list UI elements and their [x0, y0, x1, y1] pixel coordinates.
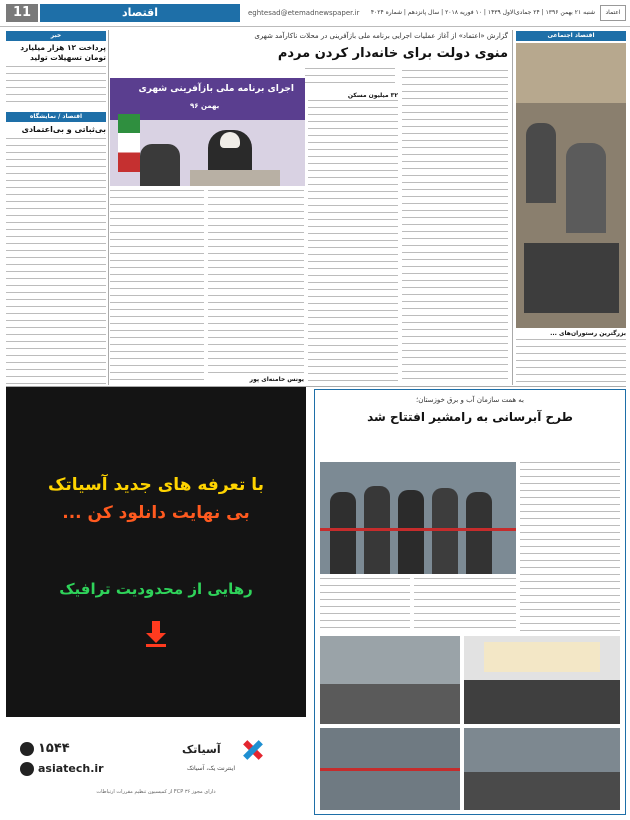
ad-phone: ۱۵۴۴: [38, 741, 70, 756]
label-news: خبر: [6, 31, 106, 41]
ribbon-cutting-photo: [320, 462, 516, 574]
article-body-instability: [6, 138, 106, 385]
lead-intro: [305, 68, 395, 88]
section-title: اقتصاد: [40, 4, 240, 22]
lead-body-col3: [208, 190, 304, 375]
feature-body: [516, 339, 626, 385]
lead-subhead: ۳۲ میلیون مسکن: [347, 92, 398, 99]
flag-icon: [118, 114, 140, 172]
khuzestan-body-left: [320, 578, 410, 628]
label-feature: اقتصاد اجتماعی: [516, 31, 626, 41]
lead-kicker: گزارش «اعتماد» از آغاز عملیات اجرایی برنامه ملی بازآفرینی در محلات ناکارآمد شهری: [254, 32, 508, 40]
feature-subhead: بزرگترین رستوران‌های ...: [550, 330, 626, 337]
download-arrow-icon: [142, 619, 170, 647]
lead-body-col2: [402, 70, 508, 385]
ad-website[interactable]: asiatech.ir: [38, 762, 104, 775]
lead-body-col4: [110, 190, 204, 385]
newspaper-logo: اعتماد: [600, 5, 626, 21]
page-number: 11: [6, 4, 38, 22]
photo-banner-text: اجرای برنامه ملی بازآفرینی شهری: [138, 84, 294, 94]
headline-loans: پرداخت ۱۲ هزار میلیارد تومان تسهیلات تولید: [20, 43, 106, 62]
ad-tagline: اینترنت یک، آسیاتک: [187, 765, 235, 772]
asiatech-logo-icon: [238, 735, 268, 765]
event-photo-1: [320, 636, 460, 724]
lead-byline: یونس خامنه‌ای پور: [249, 376, 304, 383]
ad-license: دارای مجوز FCP ۳۶ از کمیسیون تنظیم مقررات ارتباطات: [96, 789, 216, 795]
email-address[interactable]: eghtesad@etemadnewspaper.ir: [248, 9, 360, 17]
lead-body-col1: [308, 100, 398, 385]
globe-icon: [20, 762, 34, 776]
dateline: شنبه ۲۱ بهمن ۱۳۹۶ | ۲۴ جمادی‌الاول ۱۴۳۹ | ۱۰ فوریه ۲۰۱۸ | سال پانزدهم | شماره ۴۰۲۴: [370, 9, 595, 16]
lead-headline: منوی دولت برای خانه‌دار کردن مردم: [277, 46, 508, 61]
ad-line-traffic: رهایی از محدودیت ترافیک: [59, 580, 253, 598]
ad-line-download: بی نهایت دانلود کن ...: [62, 503, 250, 523]
feature-photo: [516, 43, 626, 328]
event-photo-4: [464, 728, 620, 810]
photo-banner-date: بهمن ۹۶: [190, 102, 220, 110]
event-photo-2: [464, 636, 620, 724]
khuzestan-body-mid: [414, 578, 516, 628]
column-divider: [512, 30, 513, 385]
asiatech-advertisement[interactable]: [6, 387, 306, 805]
label-section2: اقتصاد / نمایشگاه: [6, 112, 106, 122]
article-body-loans: [6, 66, 106, 108]
phone-icon: [20, 742, 34, 756]
turban-icon: [220, 132, 240, 148]
person-figure: [140, 144, 180, 186]
desk: [190, 170, 280, 186]
column-divider: [108, 30, 109, 385]
khuzestan-headline: طرح آبرسانی به رامشیر افتتاح شد: [367, 410, 573, 424]
lead-photo: [110, 78, 305, 186]
khuzestan-kicker: به همت سازمان آب و برق خوزستان؛: [415, 396, 525, 404]
event-photo-3: [320, 728, 460, 810]
khuzestan-body-right: [520, 462, 620, 632]
ad-brand: آسیاتک: [182, 743, 221, 756]
ad-line-tariff: با تعرفه های جدید آسیاتک: [47, 475, 265, 495]
headline-instability: بی‌ثباتی و بی‌اعتمادی: [21, 125, 106, 134]
